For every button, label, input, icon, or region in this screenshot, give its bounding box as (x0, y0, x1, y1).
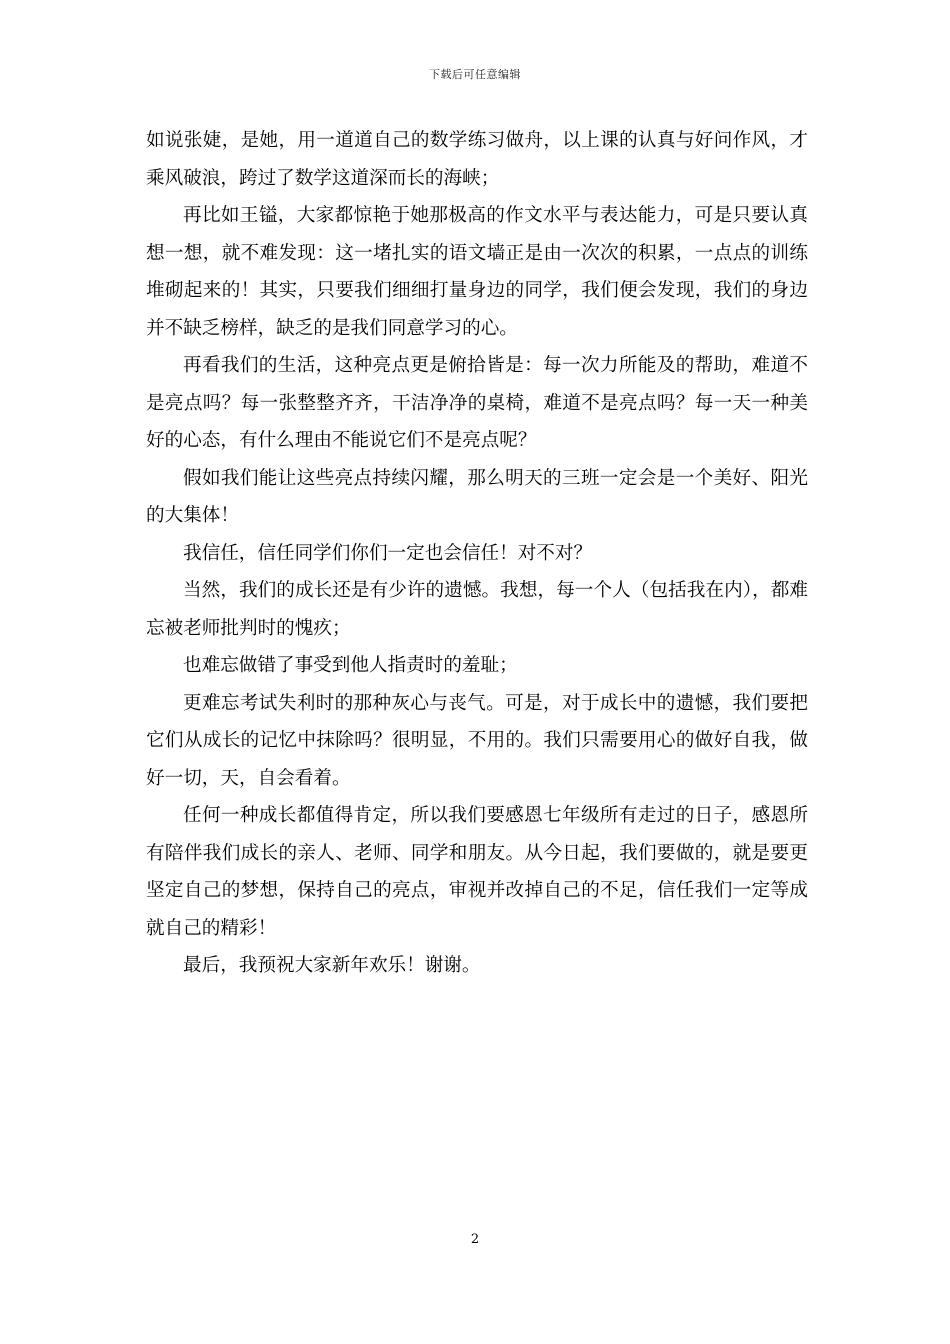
document-body (146, 122, 808, 985)
paragraph: 我信任，信任同学们你们一定也会信任！对不对？ (183, 542, 593, 564)
paragraph: 当然，我们的成长还是有少许的遗憾。我想，每一个人（包括我在内），都难忘被老师批判时的愧疚； (146, 580, 808, 639)
paragraph: 如说张婕，是她，用一道道自己的数学练习做舟，以上课的认真与好问作风，才乘风破浪，跨过了数学这道深而长的海峡； (146, 130, 808, 189)
paragraph: 任何一种成长都值得肯定，所以我们要感恩七年级所有走过的日子，感恩所有陪伴我们成长的亲人、老师、同学和朋友。从今日起，我们要做的，就是要更坚定自己的梦想，保持自己的亮点，审视并改掉自己的不足，信任我们一定等成就自己的精彩！ (146, 805, 808, 939)
paragraph: 假如我们能让这些亮点持续闪耀，那么明天的三班一定会是一个美好、阳光的大集体！ (146, 467, 808, 526)
paragraph: 再比如王镒，大家都惊艳于她那极高的作文水平与表达能力，可是只要认真想一想，就不难发现：这一堵扎实的语文墙正是由一次次的积累，一点点的训练堆砌起来的！其实，只要我们细细打量身边的同学，我们便会发现，我们的身边并不缺乏榜样，缺乏的是我们同意学习的心。 (146, 205, 808, 339)
page-number: 2 (470, 1232, 480, 1247)
paragraph: 再看我们的生活，这种亮点更是俯拾皆是：每一次力所能及的帮助，难道不是亮点吗？每一张整整齐齐，干洁净净的桌椅，难道不是亮点吗？每一天一种美好的心态，有什么理由不能说它们不是亮点呢？ (146, 355, 808, 451)
paragraph: 也难忘做错了事受到他人指责时的羞耻； (183, 655, 518, 676)
paragraph: 最后，我预祝大家新年欢乐！谢谢。 (183, 955, 481, 976)
paragraph: 更难忘考试失利时的那种灰心与丧气。可是，对于成长中的遗憾，我们要把它们从成长的记忆中抹除吗？很明显，不用的。我们只需要用心的做好自我，做好一切，天，自会看着。 (146, 692, 808, 789)
page-header: 下载后可任意编辑 (429, 68, 521, 81)
